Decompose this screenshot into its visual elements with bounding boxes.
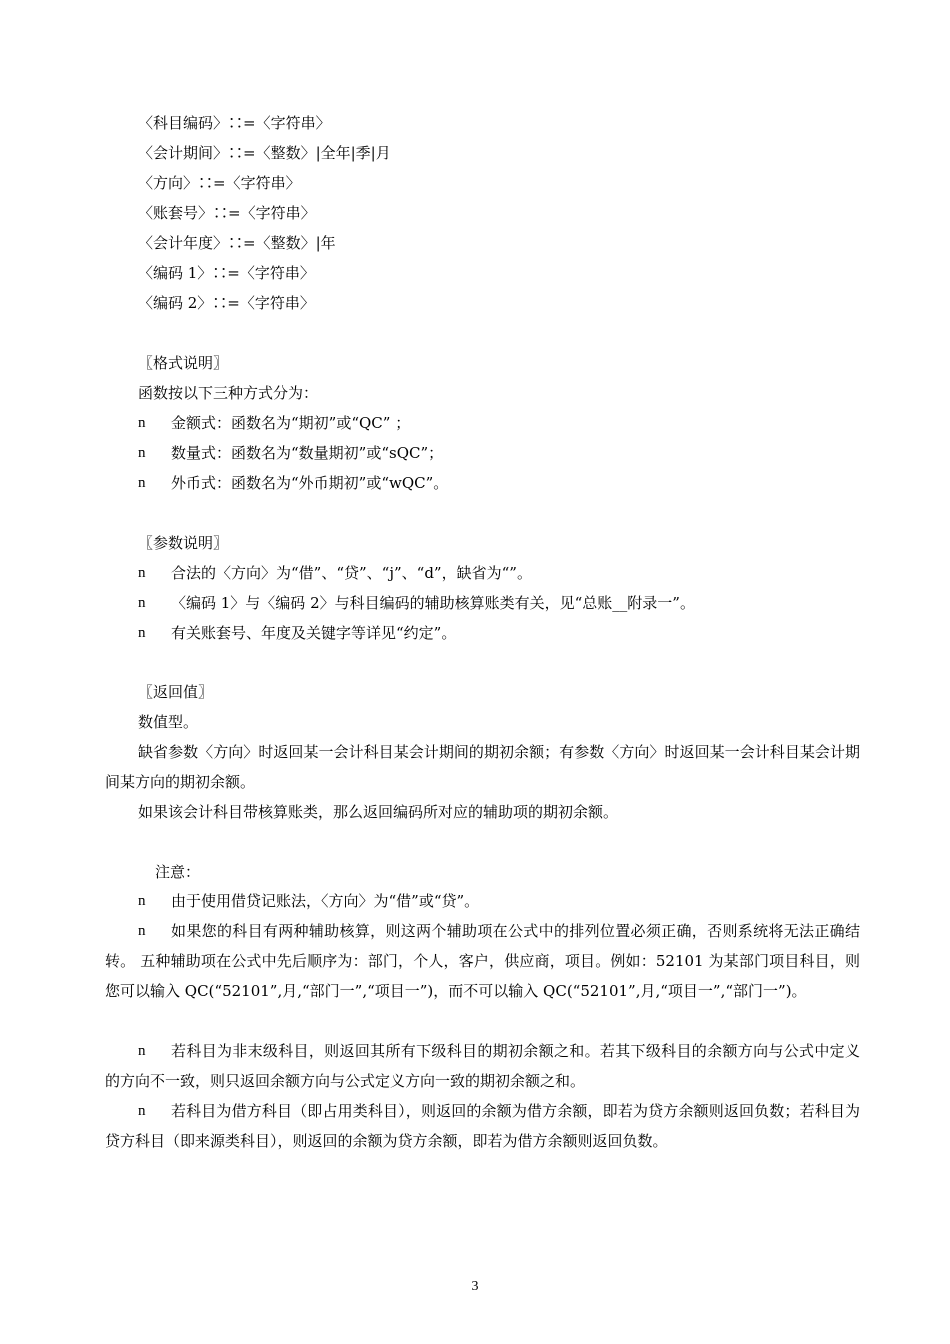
def-code-2: 〈编码 2〉∷=〈字符串〉 [138,294,315,312]
format-heading: 〖格式说明〗 [138,354,229,372]
params-item-codes: 〈编码 1〉与〈编码 2〉与科目编码的辅助核算账类有关，见“总账__附录一”。 [171,594,695,612]
params-item-direction: 合法的〈方向〉为“借”、“贷”、“j”、“d”，缺省为“”。 [171,564,532,582]
bullet-marker: n [138,445,146,461]
notes-heading: 注意： [155,863,201,881]
def-direction: 〈方向〉∷=〈字符串〉 [138,174,301,192]
bullet-marker: n [138,415,146,431]
note-2: 如果您的科目有两种辅助核算，则这两个辅助项在公式中的排列位置必须正确，否则系统将无法正确结转。 五种辅助项在公式中先后顺序为：部门，个人，客户，供应商，项目。例如：52101 为某部门项目科目，则您可以输入 QC(“52101”,月,“部门一”,“项目一”)，而不可以输入 QC(“52101”,月,“项目一”,“部门一”)。 [105,922,860,1000]
returns-paragraph-1: 缺省参数〈方向〉时返回某一会计科目某会计期间的期初余额；有参数〈方向〉时返回某一会计科目某会计期间某方向的期初余额。 [105,743,860,791]
page-number: 3 [471,1279,479,1294]
bullet-marker: n [138,893,146,909]
def-account-set: 〈账套号〉∷=〈字符串〉 [138,204,316,222]
params-item-conventions: 有关账套号、年度及关键字等详见“约定”。 [171,624,457,642]
bullet-marker: n [138,923,146,939]
def-accounting-period: 〈会计期间〉∷=〈整数〉|全年|季|月 [138,144,391,162]
bullet-marker: n [138,595,146,611]
format-item-quantity: 数量式：函数名为“数量期初”或“sQC”； [171,444,444,462]
returns-type: 数值型。 [138,713,199,731]
returns-heading: 〖返回值〗 [138,683,214,701]
def-code-1: 〈编码 1〉∷=〈字符串〉 [138,264,315,282]
bullet-marker: n [138,625,146,641]
params-heading: 〖参数说明〗 [138,534,229,552]
bullet-marker: n [138,1103,146,1119]
returns-paragraph-2: 如果该会计科目带核算账类，那么返回编码所对应的辅助项的期初余额。 [138,803,619,821]
note-4: 若科目为借方科目（即占用类科目），则返回的余额为借方余额，即若为贷方余额则返回负数；若科目为贷方科目（即来源类科目），则返回的余额为贷方余额，即若为借方余额则返回负数。 [105,1102,860,1150]
def-subject-code: 〈科目编码〉∷=〈字符串〉 [138,114,331,132]
def-fiscal-year: 〈会计年度〉∷=〈整数〉|年 [138,234,336,252]
note-1: 由于使用借贷记账法，〈方向〉为“借”或“贷”。 [171,892,480,910]
format-item-foreign: 外币式：函数名为“外币期初”或“wQC”。 [171,474,449,492]
format-item-amount: 金额式：函数名为“期初”或“QC” ； [171,414,411,432]
bullet-marker: n [138,565,146,581]
format-intro: 函数按以下三种方式分为： [138,384,319,402]
bullet-marker: n [138,475,146,491]
bullet-marker: n [138,1043,146,1059]
note-3: 若科目为非末级科目，则返回其所有下级科目的期初余额之和。若其下级科目的余额方向与公式中定义的方向不一致，则只返回余额方向与公式定义方向一致的期初余额之和。 [105,1042,860,1090]
